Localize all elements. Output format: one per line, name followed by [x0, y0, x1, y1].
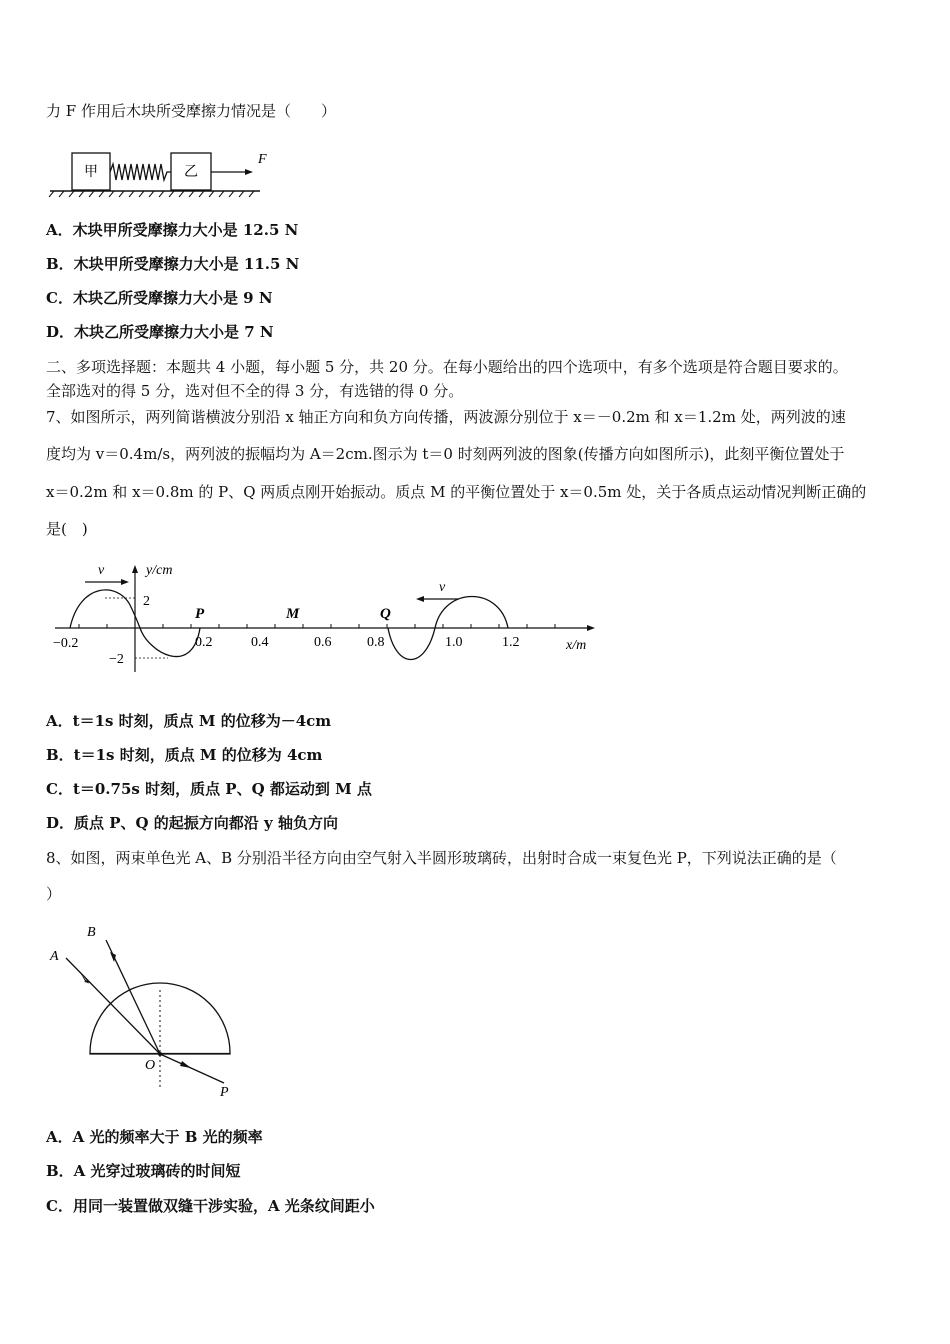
q7-wave-figure [50, 560, 610, 675]
q8-option-b: B．A 光穿过玻璃砖的时间短 [46, 1162, 241, 1180]
origin-o-label: O [145, 1058, 156, 1073]
velocity-right-arrow [416, 596, 424, 602]
q8-stem-line1: 8、如图，两束单色光 A、B 分别沿半径方向由空气射入半圆形玻璃砖，出射时合成一束复色光 P，下列说法正确的是（ [46, 849, 837, 867]
tick-label-0.2: 0.2 [195, 635, 213, 650]
ray-a-label: A [50, 949, 59, 964]
q6-spring-blocks-figure [46, 145, 286, 197]
spring [110, 164, 171, 180]
tick-label-0.4: 0.4 [251, 635, 269, 650]
ray-p-label: P [220, 1085, 229, 1100]
force-arrow-head [245, 169, 253, 175]
q6-option-d: D．木块乙所受摩擦力大小是 7 N [46, 323, 274, 341]
q6-option-b: B．木块甲所受摩擦力大小是 11.5 N [46, 255, 300, 273]
q7-option-b: B．t＝1s 时刻，质点 M 的位移为 4cm [46, 746, 323, 764]
tick-label-0.6: 0.6 [314, 635, 332, 650]
x-axis-label: x/m [566, 638, 587, 653]
velocity-left-arrow [121, 579, 129, 585]
velocity-right-label: v [439, 580, 446, 595]
semicircle-glass [90, 983, 230, 1054]
q8-stem-line2: ） [46, 885, 62, 903]
ray-b-label: B [87, 925, 96, 940]
q8-semicircle-figure [44, 920, 244, 1105]
amp-neg-label: −2 [109, 652, 124, 667]
velocity-left-label: v [98, 563, 105, 578]
q7-stem-line4: 是( ) [46, 520, 88, 538]
q6-option-c: C．木块乙所受摩擦力大小是 9 N [46, 289, 273, 307]
y-axis-label: y/cm [146, 563, 173, 578]
q6-stem-tail: 力 F 作用后木块所受摩擦力情况是（ ） [46, 102, 336, 120]
block-jia-label: 甲 [84, 165, 98, 180]
force-label: F [258, 152, 267, 167]
point-p-label: P [195, 606, 205, 622]
tick-label-neg0.2: −0.2 [53, 636, 79, 651]
tick-label-1.2: 1.2 [502, 635, 520, 650]
q7-stem-line2: 度均为 v＝0.4m/s，两列波的振幅均为 A＝2cm.图示为 t＝0 时刻两列波的图象(传播方向如图所示)，此刻平衡位置处于 [46, 445, 845, 463]
q7-option-a: A．t＝1s 时刻，质点 M 的位移为－4cm [46, 712, 332, 730]
ray-p [160, 1054, 224, 1083]
amp-pos-label: 2 [143, 594, 150, 609]
q7-stem-line3: x＝0.2m 和 x＝0.8m 的 P、Q 两质点刚开始振动。质点 M 的平衡位置处于 x＝0.5m 处，关于各质点运动情况判断正确的 [46, 483, 867, 501]
q8-option-a: A．A 光的频率大于 B 光的频率 [46, 1128, 263, 1146]
q6-option-a: A．木块甲所受摩擦力大小是 12.5 N [46, 221, 299, 239]
block-yi-label: 乙 [184, 165, 198, 180]
point-m-label: M [286, 606, 300, 622]
tick-label-0.8: 0.8 [367, 635, 385, 650]
section2-header-line2: 全部选对的得 5 分，选对但不全的得 3 分，有选错的得 0 分。 [46, 382, 464, 400]
q8-option-c: C．用同一装置做双缝干涉实验，A 光条纹间距小 [46, 1197, 375, 1215]
q7-stem-line1: 7、如图所示，两列简谐横波分别沿 x 轴正方向和负方向传播，两波源分别位于 x＝－0.2m 和 x＝1.2m 处，两列波的速 [46, 408, 846, 426]
q7-option-d: D．质点 P、Q 的起振方向都沿 y 轴负方向 [46, 814, 338, 832]
tick-label-1.0: 1.0 [445, 635, 463, 650]
point-q-label: Q [380, 606, 391, 622]
section2-header-line1: 二、多项选择题：本题共 4 小题，每小题 5 分，共 20 分。在每小题给出的四个选项中，有多个选项是符合题目要求的。 [46, 358, 848, 376]
q7-option-c: C．t＝0.75s 时刻，质点 P、Q 都运动到 M 点 [46, 780, 372, 798]
